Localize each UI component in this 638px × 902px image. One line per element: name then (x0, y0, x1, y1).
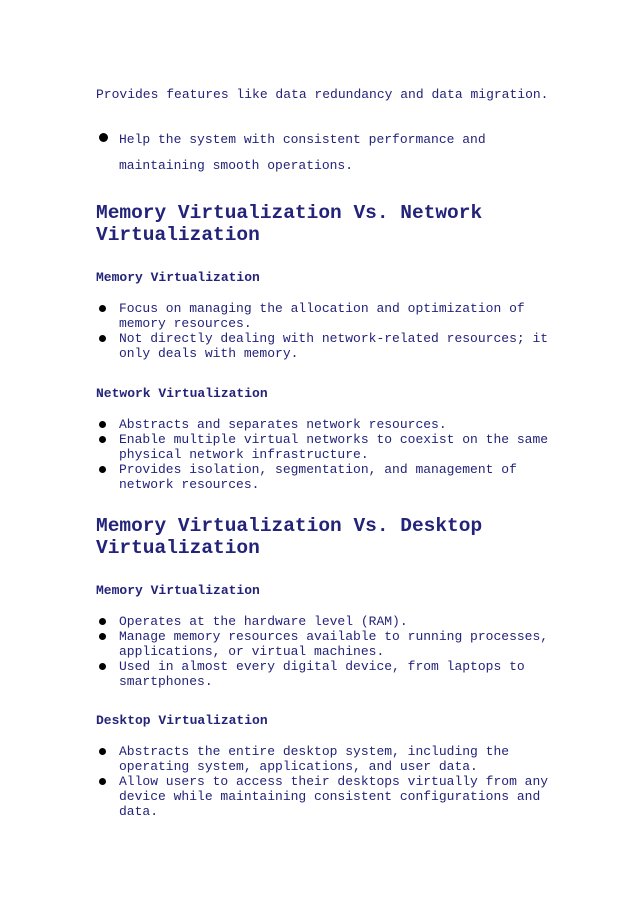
bullet-dot-icon (99, 133, 108, 142)
section-heading: Memory Virtualization Vs. Desktop Virtualization (96, 515, 483, 559)
bullet-dot-icon (99, 663, 106, 670)
bullet-list (96, 301, 566, 361)
section-heading: Memory Virtualization Vs. Network Virtualization (96, 202, 483, 246)
bullet-dot-icon (99, 618, 106, 625)
list-item: Enable multiple virtual networks to coexist on the same physical network infrastructure. (96, 432, 566, 462)
subheading-memory-virtualization: Memory Virtualization (96, 270, 260, 285)
subheading-desktop-virtualization: Desktop Virtualization (96, 713, 268, 728)
list-item: Not directly dealing with network-related resources; it only deals with memory. (96, 331, 566, 361)
list-item: Abstracts and separates network resources. (96, 417, 566, 432)
list-item: Provides isolation, segmentation, and management of network resources. (96, 462, 566, 492)
bullet-list (96, 417, 566, 492)
bullet-dot-icon (99, 633, 106, 640)
bullet-dot-icon (99, 436, 106, 443)
section-memory-vs-desktop (96, 515, 566, 819)
bullet-dot-icon (99, 421, 106, 428)
subheading-network-virtualization: Network Virtualization (96, 386, 268, 401)
bullet-text: Help the system with consistent performance and maintaining smooth operations. (119, 132, 486, 173)
list-item: Operates at the hardware level (RAM). (96, 614, 566, 629)
section-memory-vs-network (96, 202, 566, 492)
list-item: Focus on managing the allocation and optimization of memory resources. (96, 301, 566, 331)
bullet-dot-icon (99, 748, 106, 755)
bullet-dot-icon (99, 778, 106, 785)
bullet-dot-icon (99, 466, 106, 473)
subheading-memory-virtualization: Memory Virtualization (96, 583, 260, 598)
bullet-dot-icon (99, 305, 106, 312)
list-item: Used in almost every digital device, from laptops to smartphones. (96, 659, 566, 689)
list-item: Abstracts the entire desktop system, including the operating system, applications, and user data. (96, 744, 566, 774)
bullet-dot-icon (99, 335, 106, 342)
intro-bullet-item (96, 127, 556, 179)
intro-text: Provides features like data redundancy and data migration. (96, 87, 549, 102)
bullet-list (96, 614, 566, 689)
list-item: Manage memory resources available to running processes, applications, or virtual machines. (96, 629, 566, 659)
bullet-list (96, 744, 566, 819)
list-item: Allow users to access their desktops virtually from any device while maintaining consistent configurations and data. (96, 774, 566, 819)
